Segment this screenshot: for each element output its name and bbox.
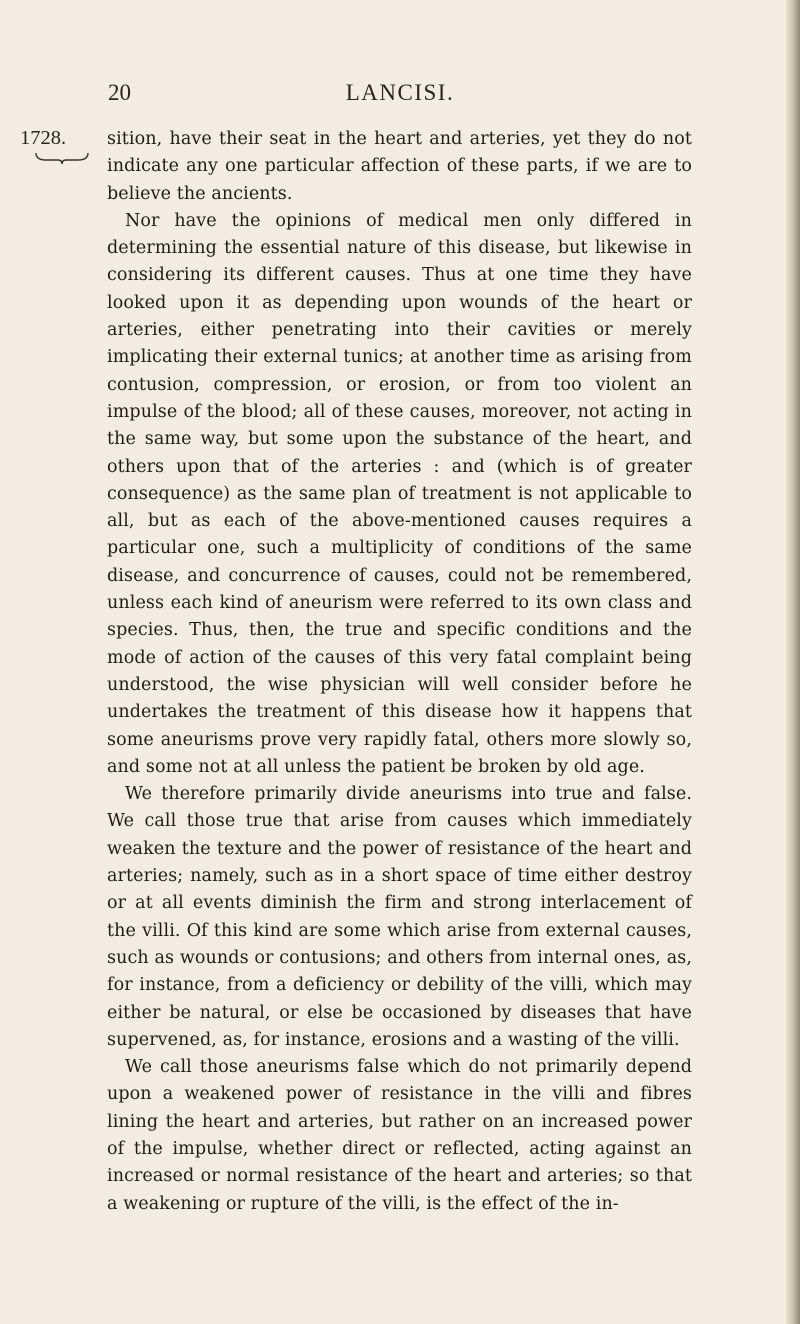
paragraph-continuation: sition, have their seat in the heart and arteries, yet they do not indicate any one particular affection of these parts, if we are to believe the ancients.	[107, 129, 692, 204]
body-text	[107, 126, 692, 1218]
margin-year: 1728.	[20, 127, 67, 149]
page-number: 20	[108, 80, 131, 105]
year-brace-mark	[34, 151, 90, 165]
paragraph-causes: Nor have the opinions of medical men only differed in determining the essential nature of this disease, but likewise in considering its different causes. Thus at one time they have looked upon it as depending upon wounds of the heart or arteries, either penetrating into their cavities or merely implicating their external tunics; at another time as arising from contusion, compression, or erosion, or from too violent an impulse of the blood; all of these causes, moreover, not acting in the same way, but some upon the substance of the heart, and others upon that of the arteries : and (which is of greater consequence) as the same plan of treatment is not applicable to all, but as each of the above-mentioned causes requires a particular one, such a multiplicity of conditions of the same disease, and concurrence of causes, could not be remembered, unless each kind of aneurism were referred to its own class and species. Thus, then, the true and specific conditions and the mode of action of the causes of this very fatal complaint being understood, the wise physician will well consider before he undertakes the treatment of this disease how it happens that some aneurisms prove very rapidly fatal, others more slowly so, and some not at all unless the patient be broken by old age.	[107, 210, 692, 777]
paragraph-true-aneurisms: We therefore primarily divide aneurisms into true and false. We call those true that arise from causes which immediately weaken the texture and the power of resistance of the heart and arteries; namely, such as in a short space of time either destroy or at all events diminish the firm and strong interlacement of the villi. Of this kind are some which arise from external causes, such as wounds or contusions; and others from internal ones, as, for instance, from a deficiency or debility of the villi, which may either be natural, or else be occasioned by diseases that have supervened, as, for instance, erosions and a wasting of the villi.	[107, 784, 692, 1050]
running-title: LANCISI.	[345, 80, 455, 105]
paragraph-false-aneurisms: We call those aneurisms false which do not primarily depend upon a weakened power of resistance in the villi and fibres lining the heart and arteries, but rather on an increased power of the impulse, whether direct or reflected, acting against an increased or normal resistance of the heart and arteries; so that a weakening or rupture of the villi, is the effect of the in-	[107, 1057, 692, 1214]
running-head	[108, 80, 692, 110]
page-edge	[786, 0, 800, 1324]
